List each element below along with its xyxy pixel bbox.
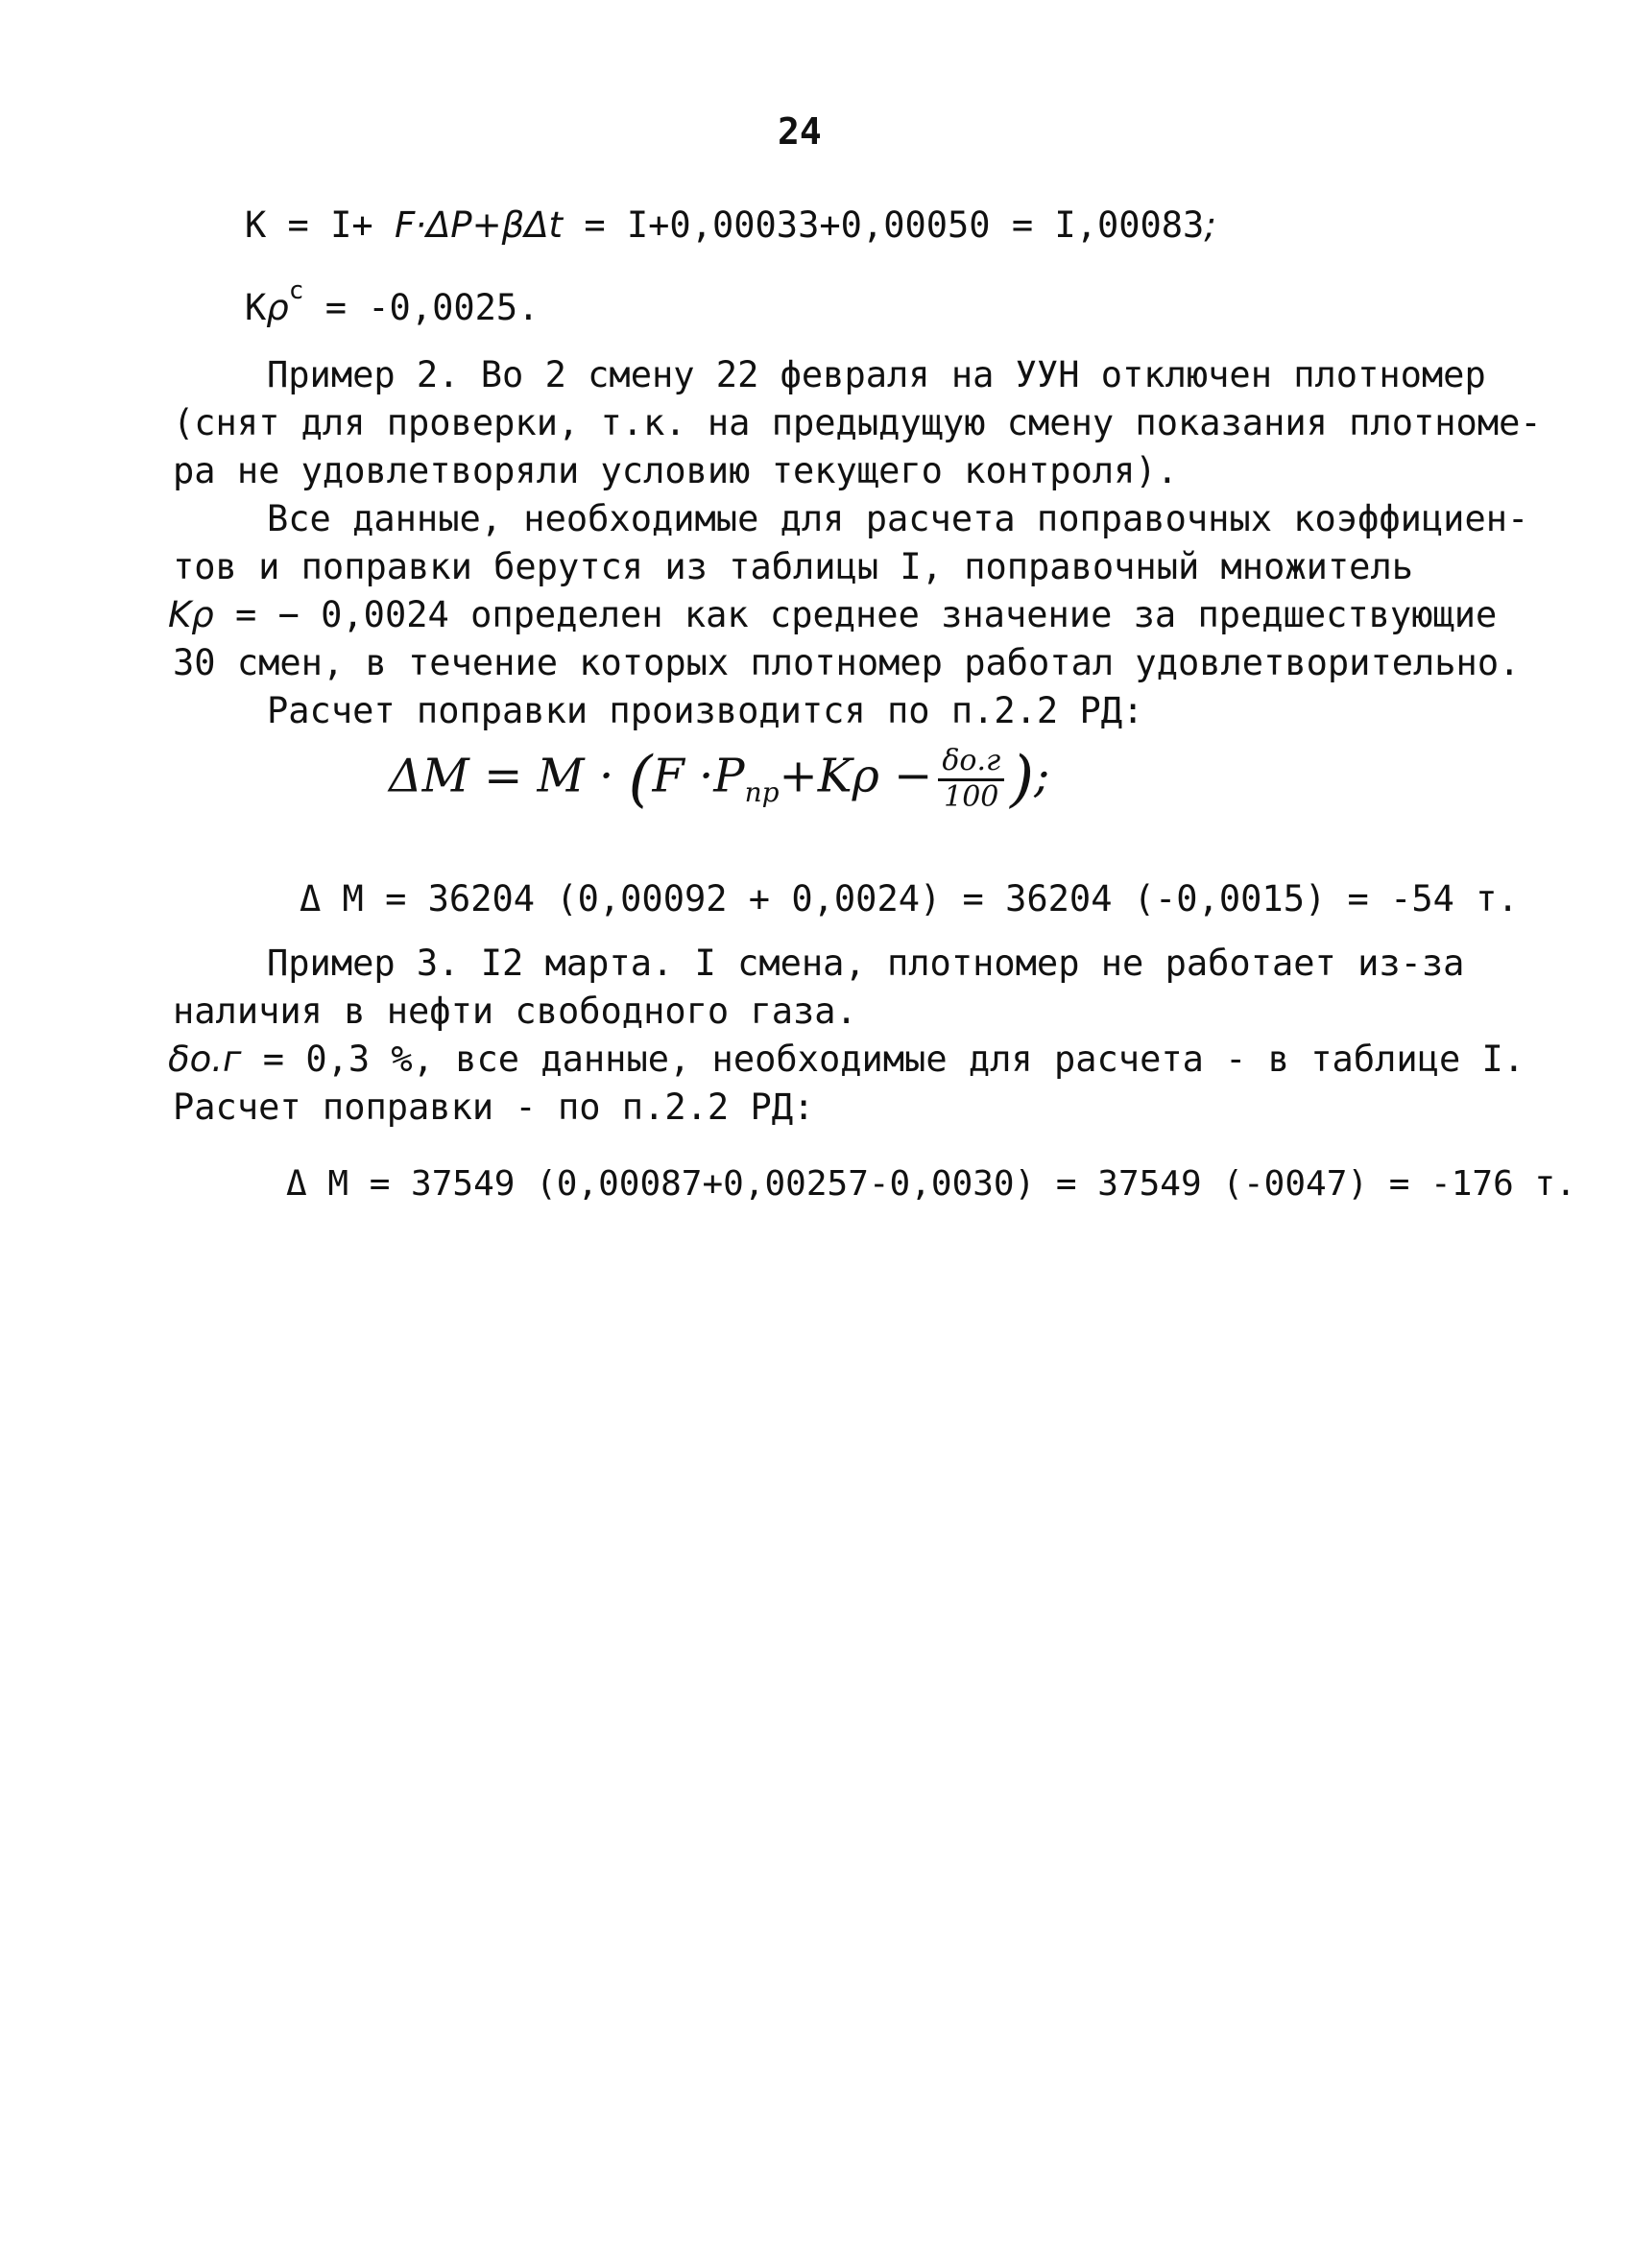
symbol-kp: Kρ bbox=[168, 594, 214, 635]
text-line-rest: = 0,3 %, все данные, необходимые для расчета - в таблице I. bbox=[262, 1039, 1525, 1080]
text-line: Пример 2. Во 2 смену 22 февраля на УУН отключен плотномер bbox=[267, 354, 1486, 395]
text-line: ра не удовлетворяли условию текущего контроля). bbox=[173, 450, 1178, 491]
formula-main-fraction bbox=[938, 745, 1004, 814]
text-line: 30 смен, в течение которых плотномер работал удовлетворительно. bbox=[173, 642, 1521, 683]
text-line: наличия в нефти свободного газа. bbox=[173, 991, 857, 1032]
formula-k-hand: F·ΔP+βΔt bbox=[394, 204, 564, 246]
formula-kp-sup: с bbox=[288, 276, 304, 305]
formula-main-sub: пр bbox=[744, 776, 780, 809]
formula-k bbox=[245, 204, 1216, 246]
formula-k-rhs: = I+0,00033+0,00050 = I,00083 bbox=[584, 204, 1205, 246]
formula-example2: Δ М = 36204 (0,00092 + 0,0024) = 36204 (-0,0015) = -54 т. bbox=[300, 878, 1519, 919]
fraction-numerator: δо.г bbox=[938, 745, 1004, 781]
formula-main-lhs: ΔM = M · bbox=[389, 749, 614, 803]
text-line-rest: = − 0,0024 определен как среднее значение за предшествующие bbox=[235, 594, 1498, 635]
formula-kp-hand: ρ bbox=[266, 287, 289, 328]
symbol-delta-og: δо.г bbox=[168, 1039, 242, 1080]
text-line: Расчет поправки - по п.2.2 РД: bbox=[173, 1086, 815, 1128]
formula-main-plus: +Kρ − bbox=[779, 749, 933, 803]
formula-kp-prefix: К bbox=[245, 287, 267, 328]
formula-kp-rhs: = -0,0025. bbox=[324, 287, 540, 328]
formula-k-end: ; bbox=[1204, 204, 1216, 246]
text-line: (снят для проверки, т.к. на предыдущую смену показания плотноме- bbox=[173, 402, 1542, 443]
text-line: Расчет поправки производится по п.2.2 РД: bbox=[267, 690, 1144, 731]
page-number: 24 bbox=[778, 110, 822, 153]
text-line bbox=[168, 594, 1498, 635]
formula-k-lhs: К = I+ bbox=[245, 204, 373, 246]
formula-example3: Δ М = 37549 (0,00087+0,00257-0,0030) = 37549 (-0047) = -176 т. bbox=[286, 1164, 1576, 1204]
formula-main-end: ; bbox=[1034, 749, 1050, 803]
formula-main-inner: F ·P bbox=[652, 749, 745, 803]
text-line bbox=[168, 1039, 1525, 1080]
formula-kp bbox=[245, 276, 540, 328]
formula-main-open: ( bbox=[628, 744, 653, 815]
formula-main-close: ) bbox=[1010, 744, 1035, 815]
fraction-denominator: 100 bbox=[944, 779, 999, 814]
text-line: тов и поправки берутся из таблицы I, поправочный множитель bbox=[173, 546, 1414, 587]
text-line: Пример 3. I2 марта. I смена, плотномер не работает из-за bbox=[267, 943, 1465, 984]
formula-main bbox=[389, 745, 1049, 814]
text-line: Все данные, необходимые для расчета поправочных коэффициен- bbox=[267, 498, 1529, 539]
